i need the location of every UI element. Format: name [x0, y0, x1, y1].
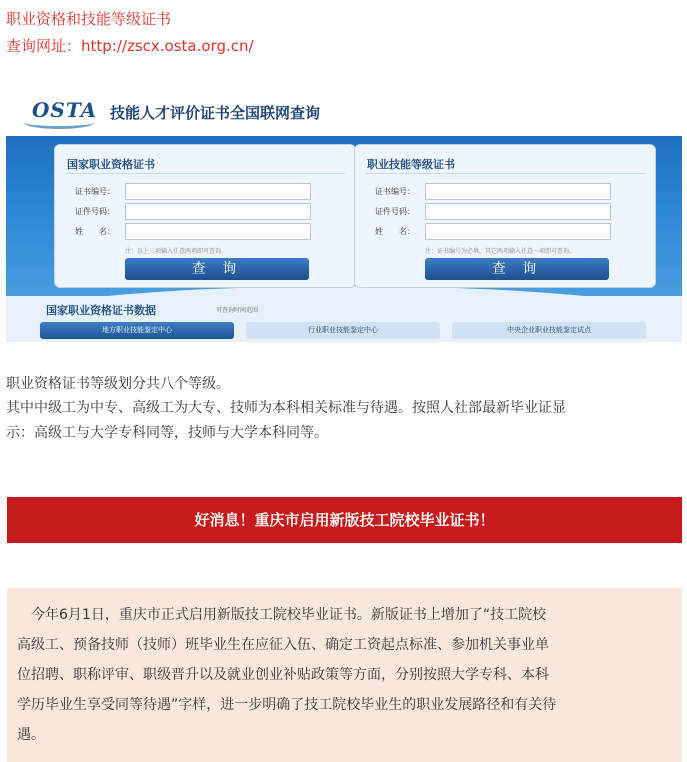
- id-number-input[interactable]: [125, 203, 311, 220]
- levels-paragraph: 职业资格证书等级划分共八个等级。: [6, 376, 230, 392]
- id-number-input[interactable]: [425, 203, 611, 220]
- article-line: 位招聘、职称评审、职级晋升以及就业创业补贴政策等方面，分别按照大学专科、本科: [17, 667, 549, 683]
- osta-logo: OSTA: [32, 98, 98, 122]
- panel-title: 国家职业资格证书: [67, 158, 155, 171]
- name-input[interactable]: [425, 223, 611, 240]
- tab-industry-center[interactable]: 行业职业技能鉴定中心: [246, 322, 440, 339]
- cert-number-label: 证书编号：: [75, 187, 115, 196]
- name-input[interactable]: [125, 223, 311, 240]
- standards-paragraph-cont: 示：高级工与大学专科同等，技师与大学本科同等。: [6, 425, 328, 441]
- article-line: 高级工、预备技师（技师）班毕业生在应征入伍、确定工资起点标准、参加机关事业单: [17, 637, 549, 653]
- news-banner: 好消息！重庆市启用新版技工院校毕业证书！: [7, 497, 682, 543]
- tab-central-enterprise[interactable]: 中央企业职业技能鉴定试点: [452, 322, 646, 339]
- query-button[interactable]: 查 询: [425, 258, 609, 280]
- standards-paragraph: 其中中级工为中专、高级工为大专、技师为本科相关标准与待遇。按照人社部最新毕业证显: [6, 400, 566, 416]
- query-button[interactable]: 查 询: [125, 258, 309, 280]
- query-url-link[interactable]: 查询网址：http://zscx.osta.org.cn/: [6, 37, 254, 55]
- osta-screenshot: [6, 92, 682, 342]
- database-subtitle[interactable]: 可查询时间范围: [216, 307, 259, 314]
- panel-note: 注：证书编号为必填，其它两项输入任意一项即可查询。: [425, 248, 576, 255]
- cert-number-input[interactable]: [125, 183, 311, 200]
- tab-local-center[interactable]: 地方职业技能鉴定中心: [40, 322, 234, 339]
- panel-title: 职业技能等级证书: [367, 158, 455, 171]
- database-title: 国家职业资格证书数据: [46, 304, 156, 317]
- article-line: 今年6月1日，重庆市正式启用新版技工院校毕业证书。新版证书上增加了“技工院校: [17, 607, 547, 623]
- cert-number-label: 证书编号：: [375, 187, 415, 196]
- header-title: 职业资格和技能等级证书: [6, 10, 172, 28]
- name-label: 姓 名：: [375, 227, 415, 236]
- id-number-label: 证件号码：: [75, 207, 115, 216]
- vocational-qualification-panel: [54, 144, 356, 288]
- panel-divider: [65, 173, 345, 174]
- cert-number-input[interactable]: [425, 183, 611, 200]
- database-section: [6, 296, 682, 342]
- site-title: 技能人才评价证书全国联网查询: [110, 104, 321, 122]
- skill-level-panel: [354, 144, 656, 288]
- name-label: 姓 名：: [75, 227, 115, 236]
- panel-divider: [365, 173, 645, 174]
- osta-header: [6, 92, 682, 136]
- id-number-label: 证件号码：: [375, 207, 415, 216]
- article-line: 学历毕业生享受同等待遇”字样，进一步明确了技工院校毕业生的职业发展路径和有关待: [17, 697, 557, 713]
- article-line: 遇。: [17, 727, 45, 743]
- article-box: [7, 588, 682, 762]
- panel-note: 注：以上三项输入任意两项即可查询。: [125, 248, 228, 255]
